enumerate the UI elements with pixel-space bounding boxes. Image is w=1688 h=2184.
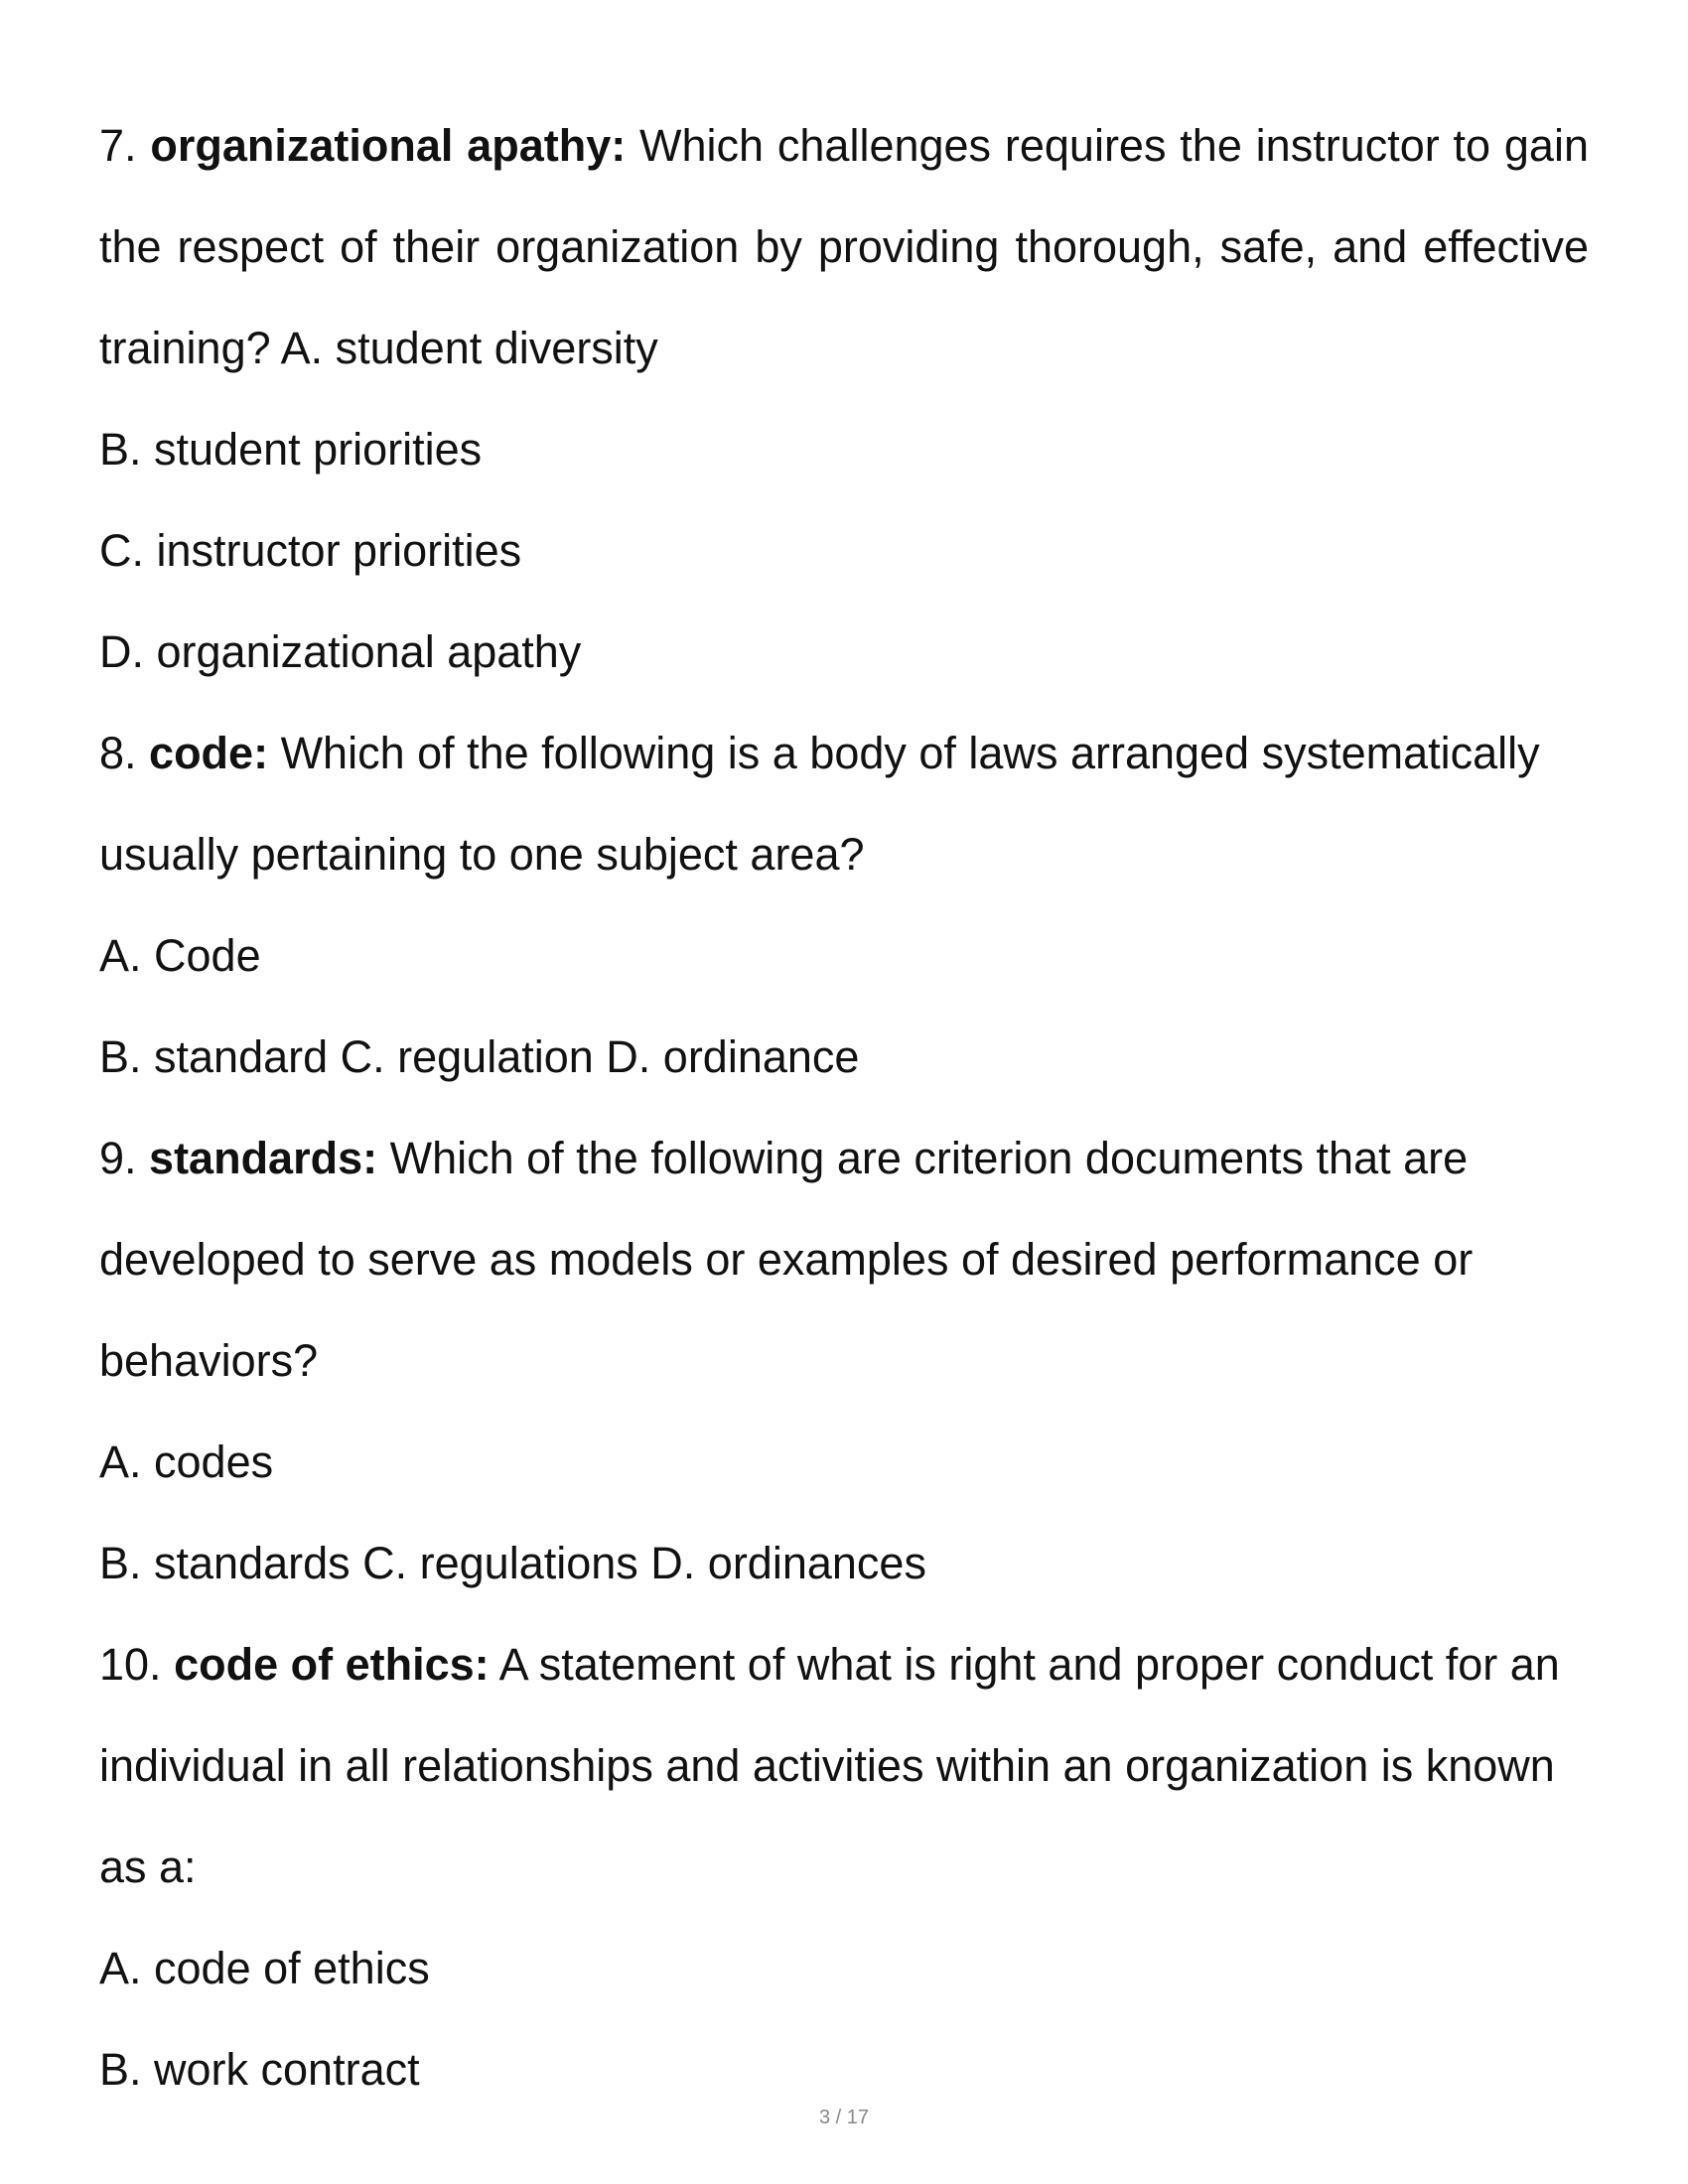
question-7-line-1 [99, 95, 1589, 197]
question-term: code of ethics: [174, 1639, 490, 1690]
question-9-line-2: developed to serve as models or examples of desired performance or [99, 1234, 1474, 1285]
question-9-line-1 [99, 1108, 1589, 1209]
question-term: organizational apathy: [150, 120, 627, 171]
question-number: 7. [99, 120, 137, 171]
question-8-option-a: A. Code [99, 930, 261, 981]
question-term: standards: [149, 1133, 378, 1183]
page-indicator: 3 / 17 [818, 2107, 870, 2128]
question-number: 10. [99, 1639, 162, 1690]
question-10-line-3: as a: [99, 1842, 197, 1892]
question-7-line-2: the respect of their organization by providing thorough, safe, and effective [99, 221, 1589, 272]
question-7-option-c: C. instructor priorities [99, 525, 522, 576]
question-text: A statement of what is right and proper conduct for an [489, 1639, 1560, 1690]
question-9-line-3: behaviors? [99, 1335, 319, 1386]
question-7-line-3: training? A. student diversity [99, 323, 658, 373]
question-10-option-a: A. code of ethics [99, 1943, 430, 1993]
question-10-line-1 [99, 1614, 1589, 1715]
question-10-option-b: B. work contract [99, 2044, 420, 2095]
question-text: Which challenges requires the instructor to gain [626, 120, 1589, 171]
question-number: 9. [99, 1133, 137, 1183]
question-7-option-d: D. organizational apathy [99, 626, 582, 677]
question-10-line-2: individual in all relationships and activities within an organization is known [99, 1740, 1555, 1791]
question-8-options-bcd: B. standard C. regulation D. ordinance [99, 1031, 860, 1082]
question-text: Which of the following is a body of laws arranged systematically [268, 728, 1540, 778]
question-8-line-1 [99, 703, 1589, 804]
question-term: code: [149, 728, 269, 778]
question-text: Which of the following are criterion documents that are [377, 1133, 1469, 1183]
question-8-line-2: usually pertaining to one subject area? [99, 829, 865, 880]
document-page [99, 95, 1589, 2120]
question-9-option-a: A. codes [99, 1436, 274, 1487]
question-9-options-bcd: B. standards C. regulations D. ordinances [99, 1538, 926, 1588]
question-number: 8. [99, 728, 137, 778]
question-7-option-b: B. student priorities [99, 424, 483, 475]
